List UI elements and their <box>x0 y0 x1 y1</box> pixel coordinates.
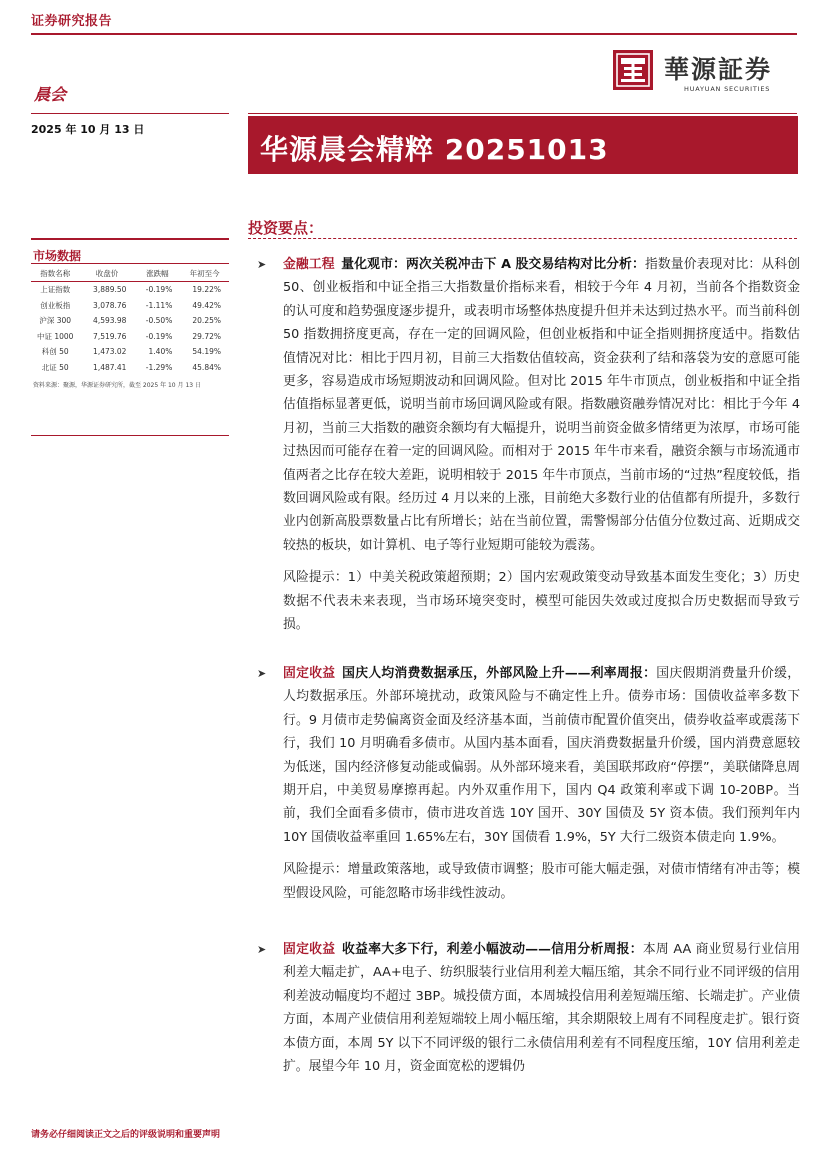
divider <box>31 113 229 114</box>
close-price: 4,593.98 <box>93 316 127 326</box>
divider <box>31 263 229 264</box>
key-point-3 <box>257 938 800 1078</box>
key-point-2 <box>257 662 800 905</box>
divider <box>31 238 229 240</box>
change-pct: -0.50% <box>145 316 173 326</box>
divider <box>248 113 797 114</box>
ytd-pct: 19.22% <box>192 285 221 295</box>
brand-seal-icon <box>612 49 654 91</box>
ytd-pct: 29.72% <box>192 331 221 341</box>
header-rule <box>31 33 797 35</box>
report-date: 2025 年 10 月 13 日 <box>31 123 145 136</box>
table-header-row <box>31 265 229 282</box>
column-header: 收盘价 <box>79 265 134 282</box>
change-pct: -0.19% <box>145 285 173 295</box>
table-row <box>31 298 229 314</box>
key-point-tag: 金融工程 <box>283 257 335 272</box>
key-point-title: 量化观市：两次关税冲击下 A 股交易结构对比分析： <box>341 257 645 272</box>
page-title: 华源晨会精粹 20251013 <box>260 133 609 166</box>
risk-warning: 风险提示：增量政策落地，或导致债市调整；股市可能大幅走强，对债市情绪有冲击等；模型假设风险，可能忽略市场非线性波动。 <box>283 862 800 901</box>
index-name: 上证指数 <box>40 285 71 295</box>
ytd-pct: 49.42% <box>192 300 221 310</box>
bullet-arrow-icon: ➤ <box>257 943 267 956</box>
section-label: 晨会 <box>34 85 67 104</box>
key-point-1 <box>257 253 800 637</box>
market-data-table <box>31 265 229 375</box>
key-point-tag: 固定收益 <box>283 666 336 681</box>
change-pct: -1.11% <box>145 300 173 310</box>
column-header: 年初至今 <box>180 265 229 282</box>
divider <box>248 238 797 240</box>
ytd-pct: 54.19% <box>192 347 221 357</box>
risk-warning: 风险提示：1）中美关税政策超预期；2）国内宏观政策变动导致基本面发生变化；3）历史数据不代表未来表现，当市场环境突变时，模型可能因失效或过度拟合历史数据而导致亏损。 <box>283 570 800 633</box>
change-pct: 1.40% <box>148 347 173 357</box>
table-row <box>31 329 229 345</box>
key-point-title: 国庆人均消费数据承压，外部风险上升——利率周报： <box>341 666 657 681</box>
close-price: 3,078.76 <box>93 300 127 310</box>
key-point-body: 本周 AA 商业贸易行业信用利差大幅走扩，AA+电子、纺织服装行业信用利差大幅压缩，其余不同行业不同评级的信用利差波动幅度均不超过 3BP。城投债方面，本周城投信用利差短端压缩、长端走扩。产业债方面，本周产业债信用利差短端较上周小幅压缩，其余期限较上周有不同程度走扩。银行资本债方面，本周 5Y 以下不同评级的银行二永债信用利差有不同程度压缩，10Y 信用利差走扩。展望今年 10 月，资金面宽松的逻辑仍 <box>283 942 800 1075</box>
key-point-body: 指数量价表现对比：从科创 50、创业板指和中证全指三大指数量价指标来看，相较于今年 4 月初，当前各个指数资金的认可度和趋势强度逐步提升，或表明市场整体热度提升但并未达到过热水平。而当前科创 50 指数拥挤度更高，存在一定的回调风险，但创业板指和中证全指则拥挤度适中。指数估值情况对比：相比于四月初，目前三大指数估值较高，资金获利了结和落袋为安的意愿可能更多，容易造成市场短期波动和回调风险。但对比 2015 年牛市顶点，创业板指和中证全指估值指标显著更低，说明当前市场回调风险或有限。指数融资融券情况对比：相比于今年 4 月初，当前三大指数的融资余额均有大幅提升，说明当前资金做多情绪更为浓厚，市场可能过热因而可能存在着一定的回调风险。而相对于 2015 年牛市来看，融资余额与市场流通市值两者之比存在较大差距，说明相较于 2015 年牛市顶点，当前市场的“过热”程度较低，指数回调风险或有限。经历过 4 月以来的上涨，目前绝大多数行业的估值都有所提升，多数行业内创新高股票数量占比有所增长；站在当前位置，需警惕部分估值分位数过高、近期成交较热的板块，如计算机、电子等行业短期可能较为震荡。 <box>283 257 801 553</box>
change-pct: -1.29% <box>145 362 173 372</box>
key-points-heading: 投资要点： <box>248 219 324 237</box>
table-row <box>31 282 229 298</box>
index-name: 沪深 300 <box>39 316 72 326</box>
brand-name-en: HUAYUAN SECURITIES <box>684 85 771 93</box>
report-type: 证券研究报告 <box>31 14 113 29</box>
footer-disclaimer: 请务必仔细阅读正文之后的评级说明和重要声明 <box>31 1130 221 1140</box>
key-point-tag: 固定收益 <box>283 942 336 957</box>
index-name: 北证 50 <box>41 362 69 372</box>
bullet-arrow-icon: ➤ <box>257 667 267 680</box>
ytd-pct: 45.84% <box>192 362 221 372</box>
brand-logo <box>612 48 798 98</box>
bullet-arrow-icon: ➤ <box>257 258 267 271</box>
column-header: 涨跌幅 <box>134 265 180 282</box>
column-header: 指数名称 <box>31 265 79 282</box>
close-price: 7,519.76 <box>93 331 127 341</box>
close-price: 1,473.02 <box>93 347 127 357</box>
index-name: 科创 50 <box>41 347 69 357</box>
index-name: 创业板指 <box>40 300 71 310</box>
divider <box>31 435 229 436</box>
change-pct: -0.19% <box>145 331 173 341</box>
key-point-body: 国庆假期消费量升价缓，人均数据承压。外部环境扰动，政策风险与不确定性上升。债券市场：国债收益率多数下行。9 月债市走势偏离资金面及经济基本面，当前债市配置价值突出，债券收益率或震荡下行，我们 10 月明确看多债市。从国内基本面看，国庆消费数据量升价缓，国内消费意愿较为低迷，国内经济修复动能或偏弱。从外部环境来看，美国联邦政府“停摆”，美联储降息周期开启，中美贸易摩擦再起。内外双重作用下，国内 Q4 政策利率或下调 10-20BP。当前，我们全面看多债市，债市进攻首选 10Y 国开、30Y 国债及 5Y 资本债。我们预判年内 10Y 国债收益率重回 1.65%左右，30Y 国债看 1.9%，5Y 大行二级资本债走向 1.9%。 <box>283 666 801 845</box>
data-source-note: 资料来源：聚源，华源证券研究所，截至 2025 年 10 月 13 日 <box>33 382 201 389</box>
table-row <box>31 360 229 376</box>
key-point-title: 收益率大多下行，利差小幅波动——信用分析周报： <box>341 942 643 957</box>
table-row <box>31 344 229 360</box>
market-data-title: 市场数据 <box>33 249 82 263</box>
index-name: 中证 1000 <box>36 331 74 341</box>
close-price: 1,487.41 <box>93 362 127 372</box>
table-row <box>31 313 229 329</box>
brand-name: 華源証券 <box>664 55 773 84</box>
ytd-pct: 20.25% <box>192 316 221 326</box>
close-price: 3,889.50 <box>93 285 127 295</box>
title-banner <box>248 116 798 174</box>
